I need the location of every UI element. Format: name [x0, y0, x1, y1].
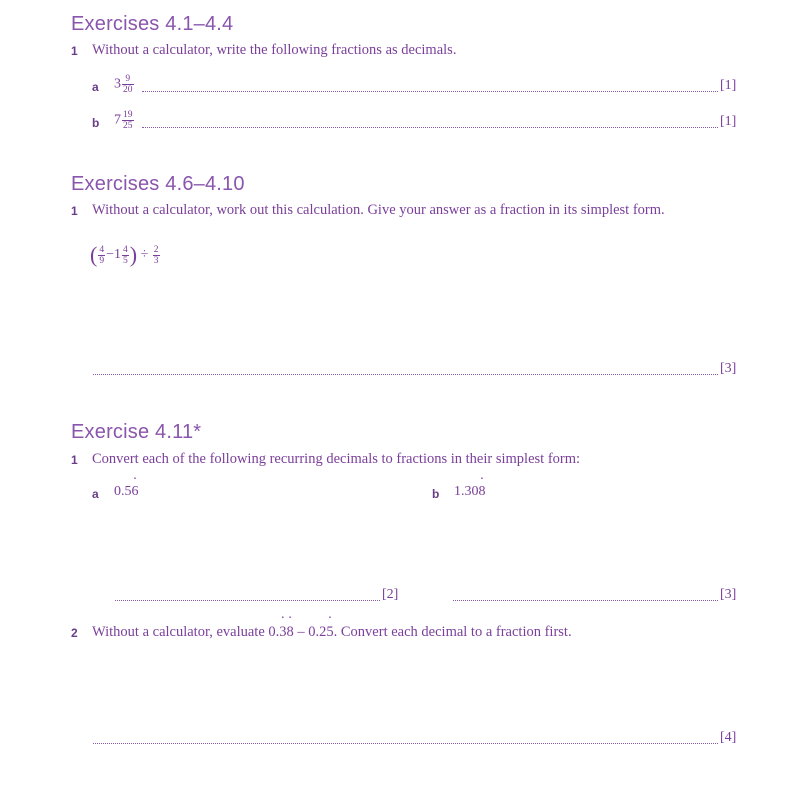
marks-b: [3] — [720, 587, 737, 602]
marks: [3] — [720, 361, 737, 376]
question-number: 1 — [71, 204, 78, 218]
question-number: 1 — [71, 453, 78, 467]
mixed-fraction-b — [114, 110, 135, 131]
question-text: Without a calculator, evaluate 0.· 3· 8 – 0.2· 5. Convert each decimal to a fraction first. — [92, 623, 772, 641]
recurring-decimal-2: 0.2· 5 — [308, 624, 333, 640]
part-label-a: a — [92, 487, 99, 501]
marks-a: [1] — [720, 78, 737, 93]
fraction: $\frac{19}{25}$ — [123, 110, 133, 131]
part-label-a: a — [92, 80, 99, 94]
whole-number: 7 — [114, 112, 121, 128]
answer-line-b[interactable] — [453, 600, 718, 601]
marks-b: [1] — [720, 114, 737, 129]
whole-number: 3 — [114, 76, 121, 92]
question-text: Convert each of the following recurring decimals to fractions in their simplest form: — [92, 451, 581, 467]
recurring-decimal-1: 0.· 3· 8 — [268, 624, 293, 640]
section-heading-4-11: Exercise 4.11* — [71, 421, 202, 443]
fraction: $\frac{9}{20}$ — [123, 74, 133, 95]
answer-line-a[interactable] — [115, 600, 380, 601]
recurring-decimal-a: 0.5· 6 — [114, 484, 139, 500]
part-label-b: b — [92, 116, 100, 130]
recurring-decimal-b: 1.30· 8 — [454, 484, 486, 500]
answer-line[interactable] — [93, 374, 718, 375]
answer-line[interactable] — [93, 743, 718, 744]
marks-a: [2] — [382, 587, 399, 602]
question-text: Without a calculator, work out this calculation. Give your answer as a fraction in its simplest form. — [92, 202, 665, 218]
section-heading-4-1: Exercises 4.1–4.4 — [71, 13, 234, 35]
part-label-b: b — [432, 487, 440, 501]
calculation-expression: ( $\frac{4}{9}$ −1 $\frac{4}{5}$ ) ÷ $\frac{2}{3}$ — [90, 242, 159, 267]
mixed-fraction-a — [114, 74, 135, 95]
section-heading-4-6: Exercises 4.6–4.10 — [71, 173, 245, 195]
question-number: 1 — [71, 44, 78, 58]
question-text: Without a calculator, write the following fractions as decimals. — [92, 42, 457, 58]
answer-line-a[interactable] — [142, 91, 718, 92]
marks: [4] — [720, 730, 737, 745]
answer-line-b[interactable] — [142, 127, 718, 128]
question-number: 2 — [71, 626, 78, 640]
